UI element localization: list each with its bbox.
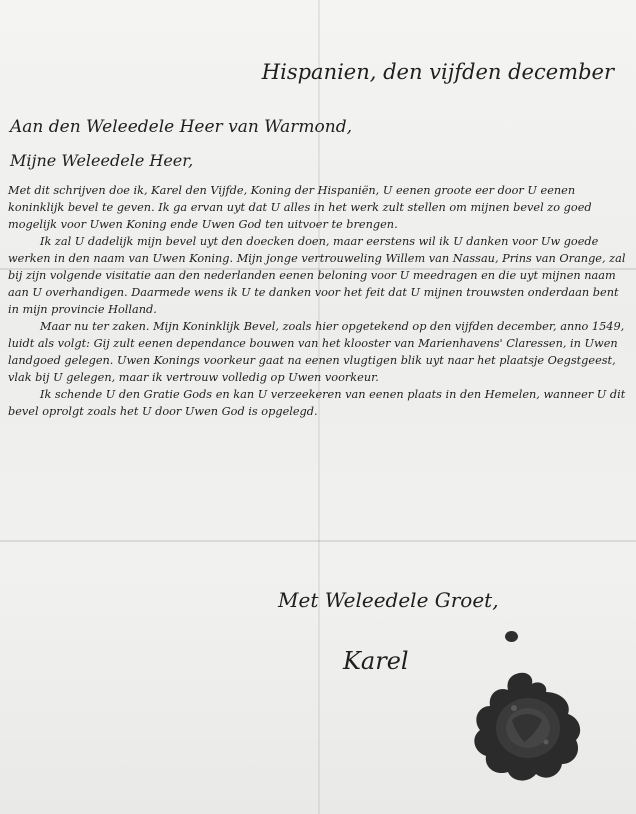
letter-salutation: Mijne Weleedele Heer, [10, 151, 194, 170]
body-paragraph: Maar nu ter zaken. Mijn Koninklijk Bevel, zoals hier opgetekend op den vijfden december, anno 1549, luidt als volgt: Gij zult eenen dependance bouwen van het klooster van Marienhavens' Claressen, in Uwen landgoed gelegen. Uwen Konings voorkeur gaat na eenen vlugtigen blik uyt naar het plaatsje Oegstgeest, vlak bij U gelegen, maar ik vertrouw volledig op Uwen voorkeur. [8, 320, 625, 384]
letter-date: Hispanien, den vijfden december [261, 60, 614, 84]
body-paragraph: Met dit schrijven doe ik, Karel den Vijfde, Koning der Hispaniën, U eenen groote eer door U eenen koninklijk bevel te geven. Ik ga ervan uyt dat U alles in het werk zult stellen om mijnen bevel zo goed mogelijk voor Uwen Koning ende Uwen God ten uitvoer te brengen. [8, 184, 592, 231]
wax-drip [505, 631, 518, 642]
letter-closing: Met Weleedele Groet, [278, 588, 499, 612]
letter-address: Aan den Weleedele Heer van Warmond, [10, 117, 353, 137]
letter-body [8, 182, 628, 420]
letter-signature: Karel [343, 647, 409, 675]
wax-seal-icon [468, 668, 586, 786]
body-paragraph: Ik zal U dadelijk mijn bevel uyt den doecken doen, maar eerstens wil ik U danken voor Uw goede werken in den naam van Uwen Koning. Mijn jonge vertrouweling Willem van Nassau, Prins van Orange, zal bij zijn volgende visitatie aan den nederlanden eenen beloning voor U meedragen en die uyt mijnen naam aan U overhandigen. Daarmede wens ik U te danken voor het feit dat U mijnen trouwsten onderdaan bent in mijn provincie Holland. [8, 235, 626, 316]
body-paragraph: Ik schende U den Gratie Gods en kan U verzeekeren van eenen plaats in den Hemelen, wanneer U dit bevel oprolgt zoals het U door Uwen God is opgelegd. [8, 388, 626, 418]
